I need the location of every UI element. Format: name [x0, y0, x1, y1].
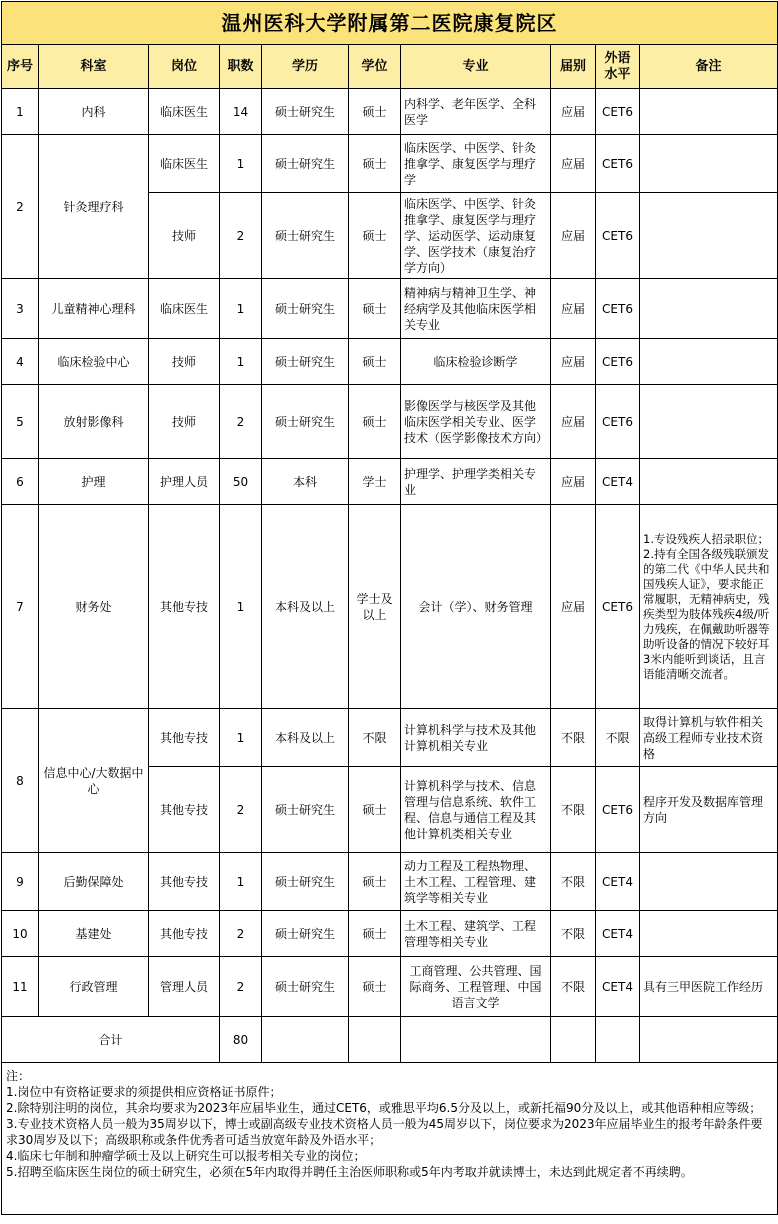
cell-post: 临床医生 [149, 89, 220, 135]
note-item: 3.专业技术资格人员一般为35周岁以下，博士或副高级专业技术资格人员一般为45周岁以下，岗位要求为2023年应届毕业生的报考年龄条件要求30周岁及以下；高级职称或条件优秀者可适当放宽年龄及外语水平； [6, 1117, 763, 1147]
cell-major: 精神病与精神卫生学、神经病学及其他临床医学相关专业 [401, 279, 551, 339]
table-row [2, 385, 778, 459]
cell-post: 其他专技 [149, 767, 220, 853]
table-title: 温州医科大学附属第二医院康复院区 [2, 2, 778, 45]
note-item: 4.临床七年制和肿瘤学硕士及以上研究生可以报考相关专业的岗位； [6, 1149, 366, 1163]
empty-cell [596, 1017, 640, 1063]
header-row [2, 45, 778, 89]
cell-lang: CET6 [596, 767, 640, 853]
cell-count: 2 [220, 911, 262, 957]
cell-degree: 硕士 [349, 767, 401, 853]
cell-edu: 硕士研究生 [262, 89, 349, 135]
cell-cohort: 应届 [551, 89, 596, 135]
cell-seq: 9 [2, 853, 39, 911]
cell-dept: 财务处 [39, 505, 149, 709]
cell-lang: CET4 [596, 911, 640, 957]
header-post: 岗位 [149, 45, 220, 89]
cell-post: 技师 [149, 385, 220, 459]
cell-cohort: 应届 [551, 385, 596, 459]
cell-dept: 基建处 [39, 911, 149, 957]
cell-remark: 取得计算机与软件相关高级工程师专业技术资格 [640, 709, 778, 767]
cell-edu: 硕士研究生 [262, 385, 349, 459]
cell-cohort: 应届 [551, 135, 596, 193]
cell-edu: 本科及以上 [262, 709, 349, 767]
table-row [2, 135, 778, 193]
table-row [2, 505, 778, 709]
cell-seq: 5 [2, 385, 39, 459]
cell-cohort: 不限 [551, 767, 596, 853]
cell-major: 临床医学、中医学、针灸推拿学、康复医学与理疗学、运动医学、运动康复学、医学技术（康复治疗学方向） [401, 193, 551, 279]
cell-remark [640, 339, 778, 385]
empty-cell [401, 1017, 551, 1063]
header-lang: 外语水平 [596, 45, 640, 89]
cell-post: 其他专技 [149, 853, 220, 911]
cell-major: 工商管理、公共管理、国际商务、工程管理、中国语言文学 [401, 957, 551, 1017]
cell-edu: 硕士研究生 [262, 957, 349, 1017]
cell-cohort: 不限 [551, 957, 596, 1017]
cell-remark [640, 459, 778, 505]
cell-degree: 硕士 [349, 135, 401, 193]
cell-seq: 7 [2, 505, 39, 709]
cell-cohort: 应届 [551, 339, 596, 385]
cell-edu: 硕士研究生 [262, 911, 349, 957]
cell-lang: CET6 [596, 193, 640, 279]
cell-cohort: 应届 [551, 193, 596, 279]
header-edu: 学历 [262, 45, 349, 89]
cell-major: 动力工程及工程热物理、土木工程、工程管理、建筑学等相关专业 [401, 853, 551, 911]
cell-degree: 硕士 [349, 89, 401, 135]
cell-post: 其他专技 [149, 505, 220, 709]
cell-cohort: 不限 [551, 709, 596, 767]
cell-cohort: 不限 [551, 911, 596, 957]
cell-dept: 护理 [39, 459, 149, 505]
cell-degree: 硕士 [349, 279, 401, 339]
cell-count: 50 [220, 459, 262, 505]
empty-cell [640, 1017, 778, 1063]
cell-cohort: 不限 [551, 853, 596, 911]
cell-count: 14 [220, 89, 262, 135]
cell-seq: 8 [2, 709, 39, 853]
cell-edu: 硕士研究生 [262, 339, 349, 385]
cell-count: 1 [220, 853, 262, 911]
cell-edu: 硕士研究生 [262, 135, 349, 193]
cell-seq: 3 [2, 279, 39, 339]
cell-degree: 硕士 [349, 193, 401, 279]
cell-lang: CET4 [596, 853, 640, 911]
header-degree: 学位 [349, 45, 401, 89]
cell-major: 临床检验诊断学 [401, 339, 551, 385]
cell-degree: 硕士 [349, 911, 401, 957]
table-row [2, 853, 778, 911]
cell-remark [640, 89, 778, 135]
header-remark: 备注 [640, 45, 778, 89]
cell-edu: 本科及以上 [262, 505, 349, 709]
cell-seq: 6 [2, 459, 39, 505]
cell-degree: 学士及以上 [349, 505, 401, 709]
cell-seq: 10 [2, 911, 39, 957]
cell-lang: CET4 [596, 957, 640, 1017]
cell-dept: 针灸理疗科 [39, 135, 149, 279]
table-row [2, 709, 778, 767]
cell-dept: 临床检验中心 [39, 339, 149, 385]
cell-major: 计算机科学与技术及其他计算机相关专业 [401, 709, 551, 767]
header-cohort: 届别 [551, 45, 596, 89]
total-label: 合计 [2, 1017, 220, 1063]
cell-remark [640, 853, 778, 911]
cell-edu: 硕士研究生 [262, 193, 349, 279]
recruitment-table [1, 1, 778, 1215]
cell-post: 其他专技 [149, 709, 220, 767]
cell-post: 临床医生 [149, 279, 220, 339]
note-item: 5.招聘至临床医生岗位的硕士研究生，必须在5年内取得并聘任主治医师职称或5年内考取并就读博士，未达到此规定者不再续聘。 [6, 1165, 693, 1179]
table-row [2, 279, 778, 339]
table-row [2, 459, 778, 505]
cell-lang: CET6 [596, 505, 640, 709]
cell-edu: 本科 [262, 459, 349, 505]
cell-seq: 11 [2, 957, 39, 1017]
cell-major: 内科学、老年医学、全科医学 [401, 89, 551, 135]
empty-cell [551, 1017, 596, 1063]
cell-remark [640, 193, 778, 279]
cell-major: 影像医学与核医学及其他临床医学相关专业、医学技术（医学影像技术方向） [401, 385, 551, 459]
cell-major: 护理学、护理学类相关专业 [401, 459, 551, 505]
cell-count: 2 [220, 385, 262, 459]
cell-count: 2 [220, 193, 262, 279]
cell-dept: 行政管理 [39, 957, 149, 1017]
cell-lang: CET6 [596, 135, 640, 193]
cell-count: 2 [220, 957, 262, 1017]
header-seq: 序号 [2, 45, 39, 89]
cell-post: 其他专技 [149, 911, 220, 957]
cell-lang: CET6 [596, 339, 640, 385]
cell-degree: 硕士 [349, 385, 401, 459]
cell-dept: 放射影像科 [39, 385, 149, 459]
cell-remark: 程序开发及数据库管理方向 [640, 767, 778, 853]
cell-count: 1 [220, 279, 262, 339]
cell-remark [640, 135, 778, 193]
cell-count: 1 [220, 709, 262, 767]
cell-post: 护理人员 [149, 459, 220, 505]
cell-degree: 硕士 [349, 339, 401, 385]
cell-post: 管理人员 [149, 957, 220, 1017]
total-row [2, 1017, 778, 1063]
cell-edu: 硕士研究生 [262, 279, 349, 339]
empty-cell [349, 1017, 401, 1063]
note-item: 2.除特别注明的岗位，其余均要求为2023年应届毕业生，通过CET6，或雅思平均6.5分及以上，或新托福90分及以上，或其他语种相应等级； [6, 1101, 762, 1115]
cell-major: 会计（学）、财务管理 [401, 505, 551, 709]
header-count: 职数 [220, 45, 262, 89]
notes-row [2, 1063, 778, 1215]
empty-cell [262, 1017, 349, 1063]
cell-count: 1 [220, 505, 262, 709]
cell-major: 计算机科学与技术、信息管理与信息系统、软件工程、信息与通信工程及其他计算机类相关专业 [401, 767, 551, 853]
cell-seq: 2 [2, 135, 39, 279]
cell-count: 2 [220, 767, 262, 853]
cell-major: 土木工程、建筑学、工程管理等相关专业 [401, 911, 551, 957]
cell-count: 1 [220, 339, 262, 385]
total-count: 80 [220, 1017, 262, 1063]
cell-seq: 1 [2, 89, 39, 135]
table-row [2, 339, 778, 385]
cell-degree: 硕士 [349, 853, 401, 911]
table-row [2, 957, 778, 1017]
cell-lang: CET6 [596, 89, 640, 135]
cell-degree: 学士 [349, 459, 401, 505]
cell-post: 技师 [149, 193, 220, 279]
cell-post: 技师 [149, 339, 220, 385]
notes-heading: 注： [6, 1069, 31, 1083]
cell-dept: 后勤保障处 [39, 853, 149, 911]
cell-remark [640, 279, 778, 339]
cell-remark: 具有三甲医院工作经历 [640, 957, 778, 1017]
cell-degree: 硕士 [349, 957, 401, 1017]
cell-remark [640, 911, 778, 957]
note-item: 1.岗位中有资格证要求的须提供相应资格证书原件； [6, 1085, 282, 1099]
header-major: 专业 [401, 45, 551, 89]
cell-dept: 信息中心/大数据中心 [39, 709, 149, 853]
cell-remark [640, 385, 778, 459]
table-row [2, 89, 778, 135]
cell-lang: 不限 [596, 709, 640, 767]
cell-count: 1 [220, 135, 262, 193]
header-dept: 科室 [39, 45, 149, 89]
cell-edu: 硕士研究生 [262, 853, 349, 911]
cell-major: 临床医学、中医学、针灸推拿学、康复医学与理疗学 [401, 135, 551, 193]
cell-lang: CET6 [596, 279, 640, 339]
cell-cohort: 应届 [551, 279, 596, 339]
cell-degree: 不限 [349, 709, 401, 767]
cell-edu: 硕士研究生 [262, 767, 349, 853]
cell-remark: 1.专设残疾人招录职位；2.持有全国各级残联颁发的第二代《中华人民共和国残疾人证》，要求能正常履职，无精神病史，残疾类型为肢体残疾4级/听力残疾，在佩戴助听器等助听设备的情况下较好耳3米内能听到谈话，且言语能清晰交流者。 [640, 505, 778, 709]
cell-cohort: 应届 [551, 505, 596, 709]
cell-cohort: 应届 [551, 459, 596, 505]
notes-cell [2, 1063, 778, 1215]
cell-seq: 4 [2, 339, 39, 385]
cell-lang: CET4 [596, 459, 640, 505]
cell-post: 临床医生 [149, 135, 220, 193]
cell-dept: 儿童精神心理科 [39, 279, 149, 339]
cell-dept: 内科 [39, 89, 149, 135]
table-row [2, 911, 778, 957]
cell-lang: CET6 [596, 385, 640, 459]
